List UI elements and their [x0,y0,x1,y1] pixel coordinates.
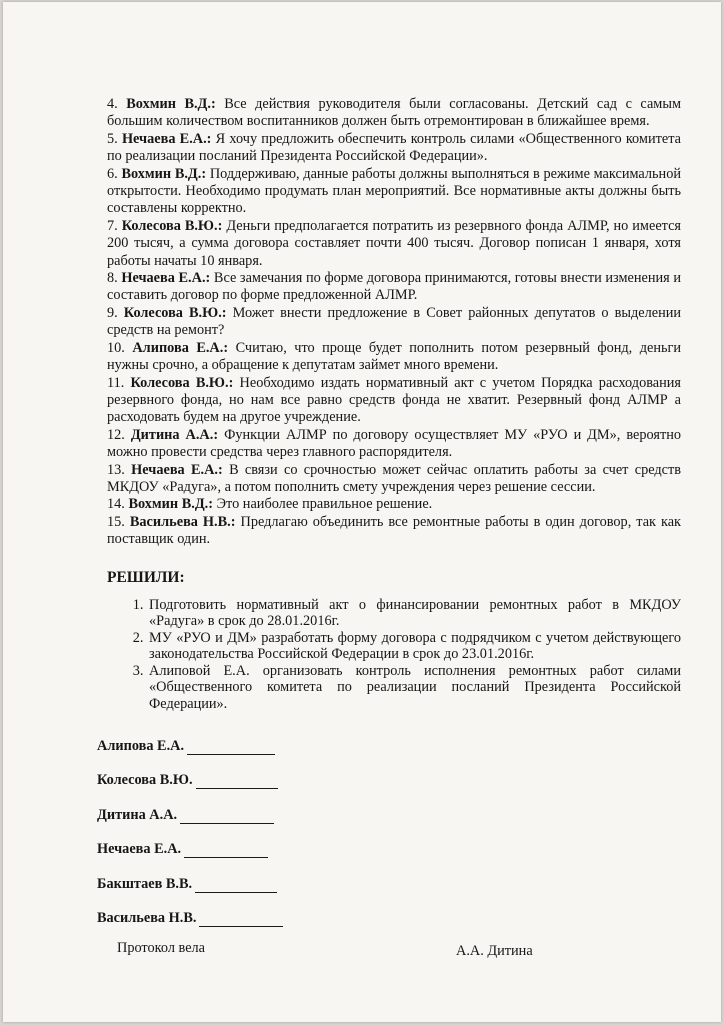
signature-row [97,755,357,790]
entry-speaker: Нечаева Е.А.: [131,461,223,478]
signatory-name: Колесова В.Ю. [97,772,193,788]
signature-line [187,740,275,755]
decision-item: 3. Алиповой Е.А. организовать контроль исполнения ремонтных работ силами «Общественного комитета по реализации посланий Президента Российской Федерации». [147,663,681,713]
decisions-list [107,597,681,713]
entry-text: Считаю, что проще будет пополнить потом резервный фонд, деньги нужны срочно, а обращение к депутатам займет много времени. [107,339,682,374]
signatory-name: Алипова Е.А. [97,737,185,754]
entry-speaker: Колесова В.Ю.: [123,304,227,321]
entry-speaker: Алипова Е.А.: [132,339,229,356]
entry-number: 7. [107,217,118,234]
entry-number: 8. [107,270,118,287]
entry-number: 15. [107,513,125,530]
document-page [3,2,721,1022]
signature-block [97,720,357,927]
entry-text: В связи со срочностью может сейчас оплатить работы за счет средств МКДОУ «Радуга», а потом пополнить смету учреждения через решение сессии. [107,461,681,495]
decided-heading: РЕШИЛИ: [107,568,185,586]
entry-number: 6. [107,165,118,182]
entry-speaker: Дитина А.А.: [130,426,219,443]
decision-item: 2. МУ «РУО и ДМ» разработать форму договора с подрядчиком с учетом действующего законодательства Российской Федерации в срок до 23.01.2016г. [147,630,681,663]
signature-line [184,843,268,858]
entry-number: 5. [107,130,118,147]
discussion-entry [107,218,681,270]
discussion-entry [107,462,681,497]
entry-text: Поддерживаю, данные работы должны выполняться в режиме максимальной открытости. Необходимо продумать план мероприятий. Все нормативные акты должны быть составлены корректно. [107,165,682,217]
entry-text: Все действия руководителя были согласованы. Детский сад с самым большим количеством воспитанников должен быть отремонтирован в ближайшее время. [107,96,681,130]
decision-item: 1. Подготовить нормативный акт о финансировании ремонтных работ в МКДОУ «Радуга» в срок до 28.01.2016г. [147,597,681,630]
discussion-entry [107,514,681,549]
entry-text: Необходимо издать нормативный акт с учетом Порядка расходования резервного фонда, но нам все равно средств фонда не хватит. Резервный фонд АЛМР а расходовать будем на другое учреждение. [107,374,682,426]
signature-row [97,789,357,824]
signature-row [97,720,357,755]
signatory-name: Бакштаев В.В. [97,875,193,892]
signatory-name: Васильева Н.В. [97,910,197,926]
entry-speaker: Нечаева Е.А.: [121,130,212,147]
entry-speaker: Нечаева Е.А.: [121,270,211,287]
entry-text: Все замечания по форме договора принимаются, готовы внести изменения и составить договор по форме предложенной АЛМР. [107,270,682,304]
signatory-name: Дитина А.А. [97,806,178,823]
entry-number: 12. [107,426,125,443]
protocol-author-label: Протокол вела [117,940,206,956]
discussion-entry [107,340,681,375]
entry-number: 9. [107,304,118,321]
entry-speaker: Вохмин В.Д.: [126,96,216,112]
entry-text: Может внести предложение в Совет районных депутатов о выделении средств на ремонт? [107,304,682,339]
signature-row [97,824,357,859]
signature-line [196,774,278,789]
discussion-list [107,96,681,549]
entry-text: Функции АЛМР по договору осуществляет МУ «РУО и ДМ», вероятно можно провести средства через главного распорядителя. [107,426,681,461]
entry-number: 10. [107,339,125,356]
entry-speaker: Вохмин В.Д.: [128,496,213,513]
entry-text: Предлагаю объединить все ремонтные работы в один договор, так как поставщик один. [107,513,681,548]
signature-line [195,878,277,893]
signature-row [97,893,357,928]
signatory-name: Нечаева Е.А. [97,841,182,857]
entry-number: 4. [107,96,118,112]
discussion-entry [107,305,681,340]
entry-speaker: Васильева Н.В.: [129,513,236,530]
entry-number: 14. [107,496,125,513]
discussion-entry [107,131,681,166]
signature-line [180,809,274,824]
entry-text: Это наиболее правильное решение. [216,496,433,513]
document-body [107,96,681,712]
signature-line [199,912,283,927]
protocol-author-name: А.А. Дитина [456,943,533,959]
entry-number: 13. [107,461,125,478]
signature-row [97,858,357,893]
entry-text: Деньги предполагается потратить из резервного фонда АЛМР, но имеется 200 тысяч, а сумма договора составляет почти 400 тысяч. Договор пописан 1 января, хотя работы начаты 10 января. [107,217,682,269]
discussion-entry [107,427,681,462]
discussion-entry [107,96,681,131]
discussion-entry [107,375,681,427]
discussion-entry [107,270,681,305]
entry-speaker: Вохмин В.Д.: [121,165,207,182]
entry-speaker: Колесова В.Ю.: [121,217,223,234]
discussion-entry [107,496,681,513]
entry-text: Я хочу предложить обеспечить контроль силами «Общественного комитета по реализации посланий Президента Российской Федерации». [107,130,681,165]
discussion-entry [107,166,681,218]
entry-number: 11. [107,374,125,391]
entry-speaker: Колесова В.Ю.: [130,374,234,391]
